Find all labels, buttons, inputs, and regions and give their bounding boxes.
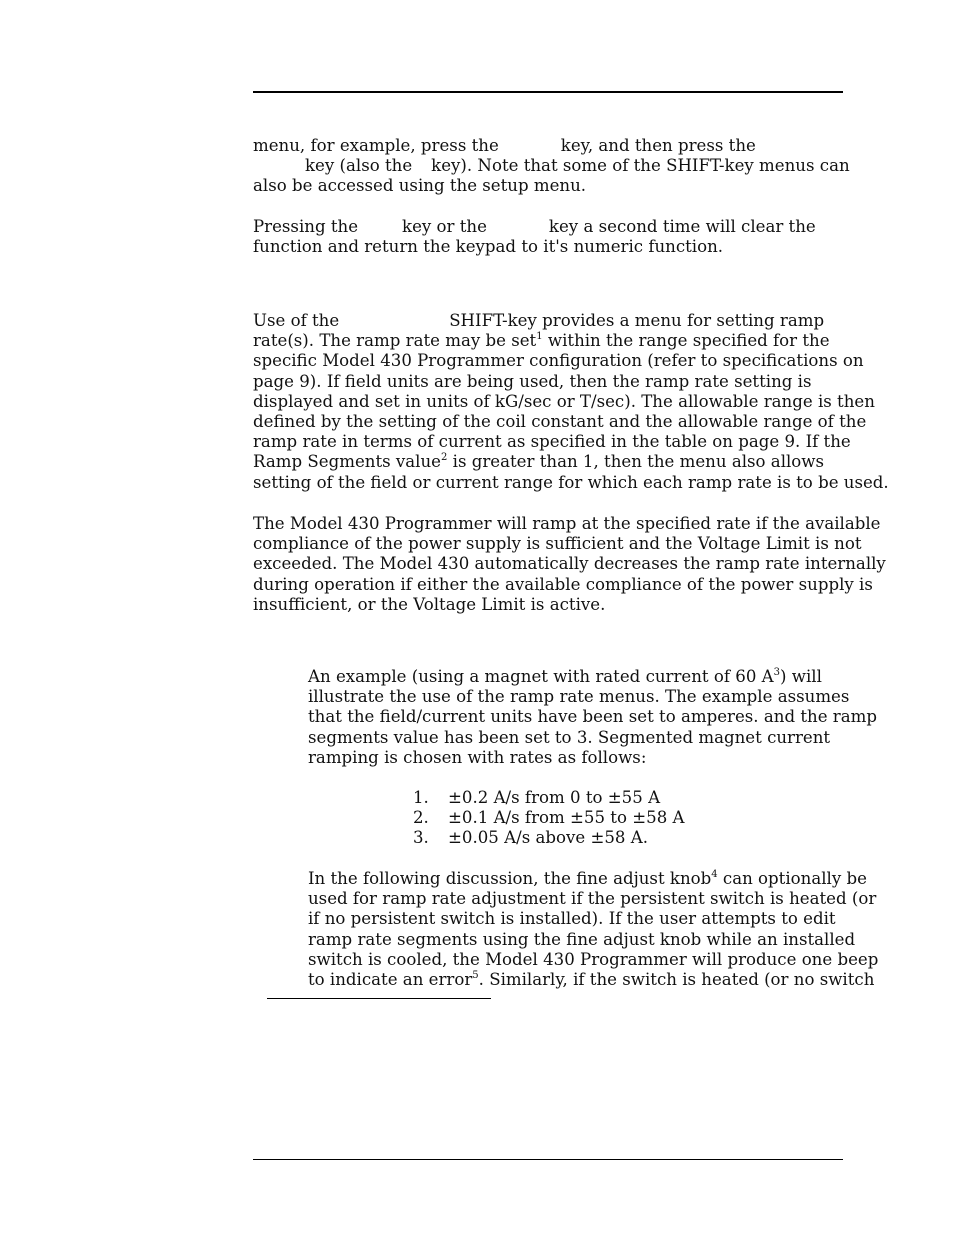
footnote-ref-4: 4: [711, 869, 718, 880]
list-item: 1. ±0.2 A/s from 0 to ±55 A: [413, 788, 661, 807]
list-item: 2. ±0.1 A/s from ±55 to ±58 A: [413, 808, 685, 828]
paragraph-compliance: The Model 430 Programmer will ramp at the specified rate if the available compliance of the power supply is sufficient and the Voltage Limit is not exceeded. The Model 430 automatically decreases the ramp rate internally during operation if either the available compliance of the power supply is insufficient, or the Voltage Limit is active.: [253, 514, 886, 614]
paragraph-clear-function: Pressing the key or the key a second time will clear the function and return the keypad to it's numeric function.: [253, 217, 816, 257]
footnote-separator: [267, 998, 491, 999]
paragraph-shift-menu-access: menu, for example, press the key, and then press the key (also the key). Note that some of the SHIFT-key menus can also be accessed using the setup menu.: [253, 136, 850, 196]
paragraph-ramp-rate-menu: Use of the SHIFT-key provides a menu for setting ramp rate(s). The ramp rate may be set$^1$ within the range specified for the specific Model 430 Programmer configuration (refer to specifications on page 9). If field units are being used, then the ramp rate setting is displayed and set in units of kG/sec or T/sec). The allowable range is then defined by the setting of the coil constant and the allowable range of the ramp rate in terms of current as specified in the table on page 9. If the Ramp Segments value$^2$ is greater than 1, then the menu also allows setting of the field or current range for which each ramp rate is to be used.: [253, 311, 889, 492]
paragraph-fine-adjust: In the following discussion, the fine adjust knob$^4$ can optionally be used for ramp rate adjustment if the persistent switch is heated (or if no persistent switch is installed). If the user attempts to edit ramp rate segments using the fine adjust knob while an installed switch is cooled, the Model 430 Programmer will produce one beep to indicate an error$^5$. Similarly, if the switch is heated (or no switch: [308, 869, 879, 989]
header-rule: [253, 91, 843, 93]
footnote-ref-2: 2: [441, 452, 448, 464]
paragraph-example: An example (using a magnet with rated current of 60 $A^3$) will illustrate the use of the ramp rate menus. The example assumes that the field/current units have been set to amperes. and the ramp segments value has been set to 3. Segmented magnet current ramping is chosen with rates as follows:: [308, 667, 877, 767]
list-item: 3. ±0.05 A/s above ±58 A.: [413, 828, 649, 848]
footnote-ref-5: 5: [472, 969, 479, 981]
footnote-ref-3: 3: [773, 667, 781, 678]
ramp-rates-list: [413, 788, 685, 849]
footer-rule: [253, 1159, 843, 1160]
footnote-ref-1: 1: [536, 331, 543, 343]
